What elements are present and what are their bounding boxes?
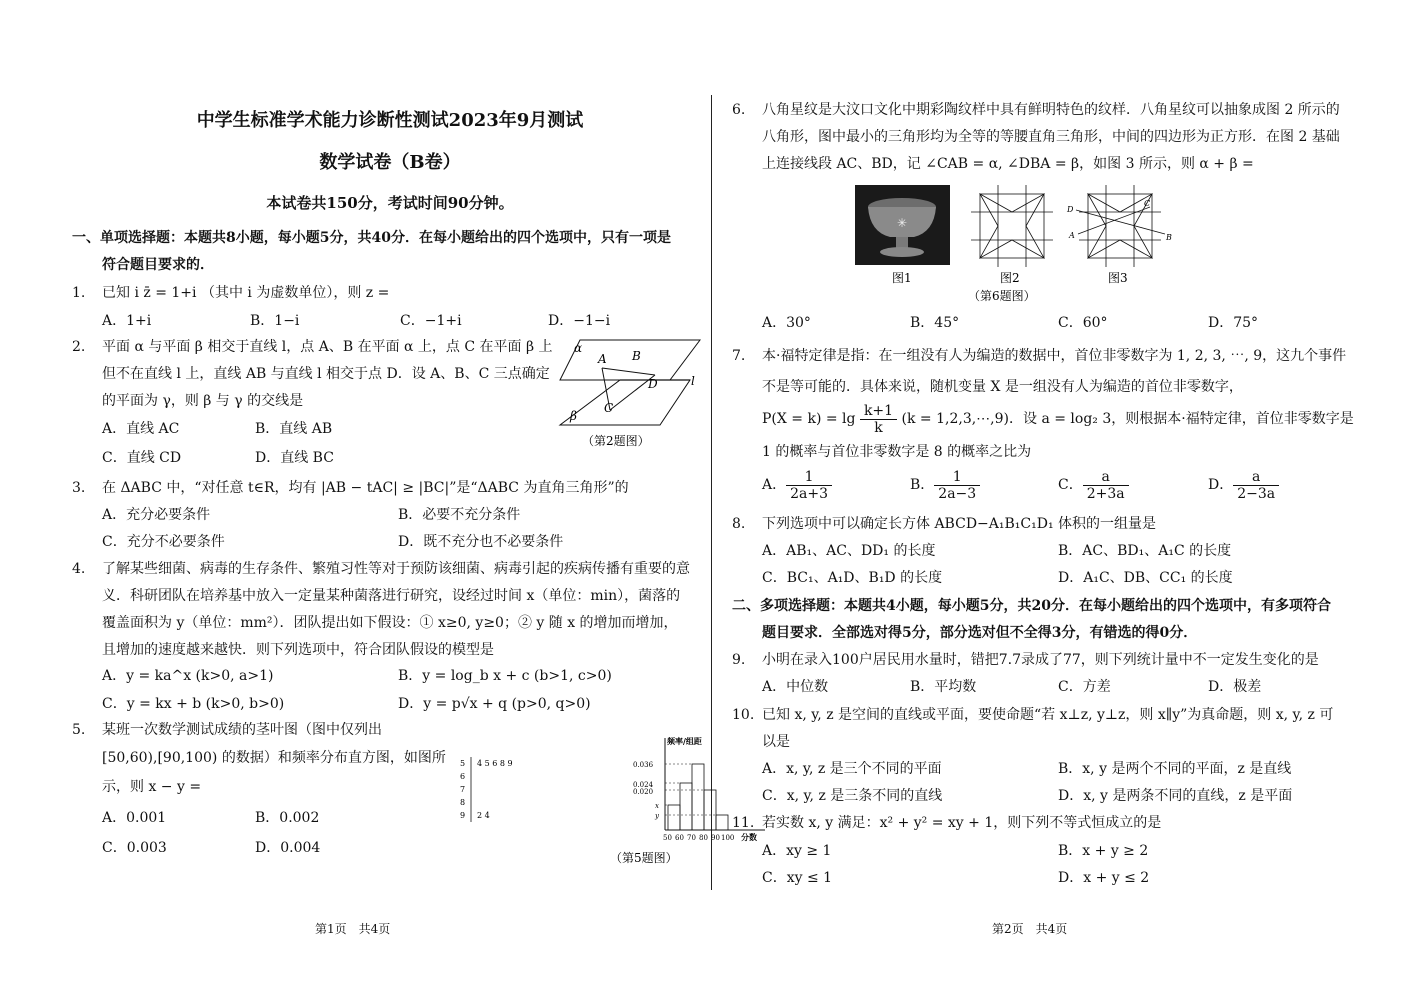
stem-8: 8	[460, 798, 466, 807]
q3-option-d: D．既不充分也不必要条件	[398, 534, 564, 550]
question-number: 9.	[732, 652, 746, 668]
q10-option-a: A．x, y, z 是三个不同的平面	[762, 761, 942, 777]
stem-5: 5	[460, 759, 466, 768]
question-line: 覆盖面积为 y（单位：mm²）．团队提出如下假设：① x≥0, y≥0；② y 随 x 的增加而增加，	[102, 615, 678, 631]
question-line: 了解某些细菌、病毒的生存条件、繁殖习性等对于预防该细菌、病毒引起的疾病传播有重要的意	[102, 561, 690, 577]
q3-option-c: C．充分不必要条件	[102, 534, 225, 550]
q4-option-d: D．y = p√x + q (p>0, q>0)	[398, 696, 591, 712]
y-tick-0024: 0.024	[633, 781, 654, 789]
y-tick-0020: 0.020	[633, 788, 654, 796]
q6-figures	[850, 182, 1180, 307]
fig3-label-a: A	[1069, 231, 1075, 240]
q6-option-d: D．75°	[1208, 315, 1259, 331]
label-alpha: α	[574, 341, 583, 355]
question-stem: 在 ΔABC 中，“对任意 t∈R，均有 |AB − tAC| ≥ |BC|”是“ΔABC 为直角三角形”的	[102, 480, 629, 496]
label-c: C	[604, 401, 614, 415]
question-line: 某班一次数学测试成绩的茎叶图（图中仅列出	[102, 722, 382, 738]
question-line: [50,60),[90,100) 的数据）和频率分布直方图，如图所	[102, 750, 446, 766]
q6-option-c: C．60°	[1058, 315, 1108, 331]
stem-9: 9	[460, 811, 466, 820]
x-axis-label: 分数	[741, 832, 757, 842]
question-stem: 若实数 x, y 满足：x² + y² = xy + 1，则下列不等式恒成立的是	[762, 815, 1162, 831]
question-number: 2.	[72, 339, 86, 355]
q6-option-a: A．30°	[762, 315, 811, 331]
q5-option-a: A．0.001	[102, 810, 167, 826]
column-divider	[711, 95, 712, 890]
exam-info: 本试卷共150分，考试时间90分钟。	[266, 194, 514, 212]
q2-fig-caption: （第2题图）	[582, 434, 650, 448]
x-tick-90: 90	[711, 834, 720, 842]
q9-option-d: D．极差	[1208, 679, 1262, 695]
question-number: 4.	[72, 561, 86, 577]
fig3-label-c: C	[1144, 199, 1151, 208]
q11-option-b: B．x + y ≥ 2	[1058, 843, 1149, 859]
q2-option-c: C．直线 CD	[102, 450, 182, 466]
q3-option-b: B．必要不充分条件	[398, 507, 521, 523]
q11-option-c: C．xy ≤ 1	[762, 870, 833, 886]
question-11	[732, 813, 1161, 833]
question-line: 义．科研团队在培养基中放入一定量某种菌落进行研究，设经过时间 x（单位：min），菌落的	[102, 588, 681, 604]
question-line: 已知 x, y, z 是空间的直线或平面，要使命题“若 x⊥z, y⊥z，则 x∥y”为真命题，则 x, y, z 可	[762, 707, 1334, 723]
question-line: 且增加的速度越来越快．则下列选项中，符合团队假设的模型是	[102, 642, 494, 658]
q4-option-b: B．y = log_b x + c (b>1, c>0)	[398, 668, 612, 684]
fig3-label-d: D	[1067, 205, 1074, 214]
q6-fig-caption: （第6题图）	[968, 289, 1036, 303]
q5-option-c: C．0.003	[102, 840, 167, 856]
q2-option-a: A．直线 AC	[102, 421, 180, 437]
figure-2-octagram	[971, 185, 1053, 267]
section2-heading: 二、多项选择题：本题共4小题，每小题5分，共20分．在每小题给出的四个选项中，有多项符合	[732, 598, 1331, 614]
exam-title: 中学生标准学术能力诊断性测试2023年9月测试	[196, 110, 584, 131]
fig3-caption: 图3	[1108, 271, 1128, 285]
fraction: $\frac{k+1}{k}$	[860, 403, 897, 436]
q9-option-a: A．中位数	[762, 679, 829, 695]
q8-option-a: A．AB₁、AC、DD₁ 的长度	[762, 543, 936, 559]
q2-figure	[560, 330, 705, 452]
q7-option-c: C． $\frac{a}{2+3a}$	[1058, 466, 1129, 504]
fig3-label-b: B	[1166, 233, 1172, 242]
q4-option-a: A．y = ka^x (k>0, a>1)	[102, 668, 274, 684]
y-tick-y: y	[655, 812, 659, 820]
leaves-5: 4 5 6 8 9	[477, 759, 513, 768]
q11-option-d: D．x + y ≤ 2	[1058, 870, 1150, 886]
stem-7: 7	[460, 785, 466, 794]
figure-1-pottery-photo	[855, 185, 950, 265]
bar-50-60	[668, 805, 680, 830]
question-4	[72, 559, 690, 579]
x-tick-80: 80	[699, 834, 708, 842]
question-line: 但不在直线 l 上，直线 AB 与直线 l 相交于点 D．设 A、B、C 三点确定	[102, 366, 550, 382]
figure-3-octagram-lines	[1076, 185, 1165, 267]
stem-6: 6	[460, 772, 466, 781]
q4-option-c: C．y = kx + b (k>0, b>0)	[102, 696, 285, 712]
question-9	[732, 650, 1319, 670]
label-a: A	[598, 352, 607, 366]
question-number: 5.	[72, 722, 86, 738]
question-line: 八角形，图中最小的三角形均为全等的等腰直角三角形，中间的四边形为正方形．在图 2 基础	[762, 129, 1340, 145]
question-line: 的平面为 γ，则 β 与 γ 的交线是	[102, 393, 304, 409]
q7-option-d: D． $\frac{a}{2-3a}$	[1208, 466, 1279, 504]
question-number: 7.	[732, 348, 746, 364]
label-b: B	[632, 349, 641, 363]
question-number: 1.	[72, 285, 86, 301]
q8-option-d: D．A₁C、DB、CC₁ 的长度	[1058, 570, 1233, 586]
question-number: 11.	[732, 815, 755, 831]
label-l: l	[691, 374, 695, 388]
leaves-9: 2 4	[477, 811, 490, 820]
question-7	[732, 346, 1346, 366]
q7-option-a: A． $\frac{1}{2a+3}$	[762, 466, 832, 504]
right-page	[730, 0, 1355, 1000]
x-tick-70: 70	[687, 834, 696, 842]
fig2-caption: 图2	[1000, 271, 1020, 285]
q5-option-b: B．0.002	[255, 810, 320, 826]
page-footer: 第2页 共4页	[992, 922, 1068, 936]
stem-leaf-plot	[460, 757, 513, 822]
q10-option-b: B．x, y 是两个不同的平面，z 是直线	[1058, 761, 1292, 777]
q1-option-a: A．1+i	[102, 313, 152, 329]
y-tick-x: x	[655, 802, 659, 810]
question-line: 不是等可能的．具体来说，随机变量 X 是一组没有人为编造的首位非零数字，	[762, 379, 1243, 395]
svg-text:✳: ✳	[897, 216, 908, 230]
question-line: 平面 α 与平面 β 相交于直线 l，点 A、B 在平面 α 上，点 C 在平面 β 上	[102, 339, 553, 355]
x-tick-60: 60	[675, 834, 684, 842]
x-tick-50: 50	[663, 834, 672, 842]
q1-option-d: D．−1−i	[548, 313, 611, 329]
question-number: 8.	[732, 516, 746, 532]
q8-option-c: C．BC₁、A₁D、B₁D 的长度	[762, 570, 943, 586]
question-line: 上连接线段 AC、BD，记 ∠CAB = α, ∠DBA = β，如图 3 所示，则 α + β =	[762, 156, 1254, 172]
question-6	[732, 100, 1340, 120]
question-stem: 已知 i z̄ = 1+i （其中 i 为虚数单位），则 z =	[102, 285, 390, 301]
q1-option-b: B．1−i	[250, 313, 300, 329]
question-10	[732, 705, 1333, 725]
formula-part: (k = 1,2,3,⋯,9)．设 a = log₂ 3，则根据本·福特定律，首位非零数字是	[901, 411, 1354, 427]
q1-option-c: C．−1+i	[400, 313, 462, 329]
question-stem: 下列选项中可以确定长方体 ABCD−A₁B₁C₁D₁ 体积的一组量是	[762, 516, 1157, 532]
question-line: 1 的概率与首位非零数字是 8 的概率之比为	[762, 444, 1032, 460]
formula-part: P(X = k) = lg	[762, 411, 856, 427]
section1-heading: 一、单项选择题：本题共8小题，每小题5分，共40分．在每小题给出的四个选项中，只有一项是	[72, 230, 671, 246]
q3-option-a: A．充分必要条件	[102, 507, 211, 523]
bar-90-100	[716, 815, 728, 830]
q2-option-b: B．直线 AB	[255, 421, 333, 437]
q5-option-d: D．0.004	[255, 840, 321, 856]
q10-option-d: D．x, y 是两条不同的直线，z 是平面	[1058, 788, 1293, 804]
question-1	[72, 283, 389, 303]
section2-heading-2: 题目要求．全部选对得5分，部分选对但不全得3分，有错选的得0分．	[762, 625, 1198, 641]
x-tick-100: 100	[721, 834, 735, 842]
q9-option-c: C．方差	[1058, 679, 1111, 695]
bar-70-80	[692, 764, 704, 830]
question-number: 6.	[732, 102, 746, 118]
exam-subtitle: 数学试卷（B卷）	[319, 152, 461, 173]
bar-80-90	[704, 790, 716, 830]
section1-heading-2: 符合题目要求的．	[102, 257, 214, 273]
question-2	[72, 337, 553, 357]
q7-option-b: B． $\frac{1}{2a-3}$	[910, 466, 980, 504]
question-line: 本·福特定律是指：在一组没有人为编造的数据中，首位非零数字为 1, 2, 3, ⋯, 9，这九个事件	[762, 348, 1347, 364]
label-d: D	[648, 377, 658, 391]
question-line: 八角星纹是大汶口文化中期彩陶纹样中具有鲜明特色的纹样．八角星纹可以抽象成图 2 所示的	[762, 102, 1340, 118]
question-line: 以是	[762, 734, 790, 750]
q11-option-a: A．xy ≥ 1	[762, 843, 832, 859]
question-8	[732, 514, 1156, 534]
q8-option-b: B．AC、BD₁、A₁C 的长度	[1058, 543, 1232, 559]
question-5	[72, 720, 382, 740]
y-tick-0036: 0.036	[633, 761, 654, 769]
label-beta: β	[570, 409, 577, 423]
y-axis-label: 频率/组距	[667, 736, 702, 746]
q5-fig-caption: （第5题图）	[610, 851, 678, 865]
plane-beta	[560, 380, 690, 425]
question-line: 示，则 x − y =	[102, 779, 202, 795]
q2-option-d: D．直线 BC	[255, 450, 334, 466]
fig1-caption: 图1	[892, 271, 912, 285]
q9-option-b: B．平均数	[910, 679, 977, 695]
page-footer: 第1页 共4页	[315, 922, 391, 936]
question-3	[72, 478, 629, 498]
q6-option-b: B．45°	[910, 315, 960, 331]
question-number: 3.	[72, 480, 86, 496]
q10-option-c: C．x, y, z 是三条不同的直线	[762, 788, 943, 804]
question-number: 10.	[732, 707, 755, 723]
question-line-formula	[762, 402, 1354, 436]
question-stem: 小明在录入100户居民用水量时，错把7.7录成了77，则下列统计量中不一定发生变化的是	[762, 652, 1319, 668]
